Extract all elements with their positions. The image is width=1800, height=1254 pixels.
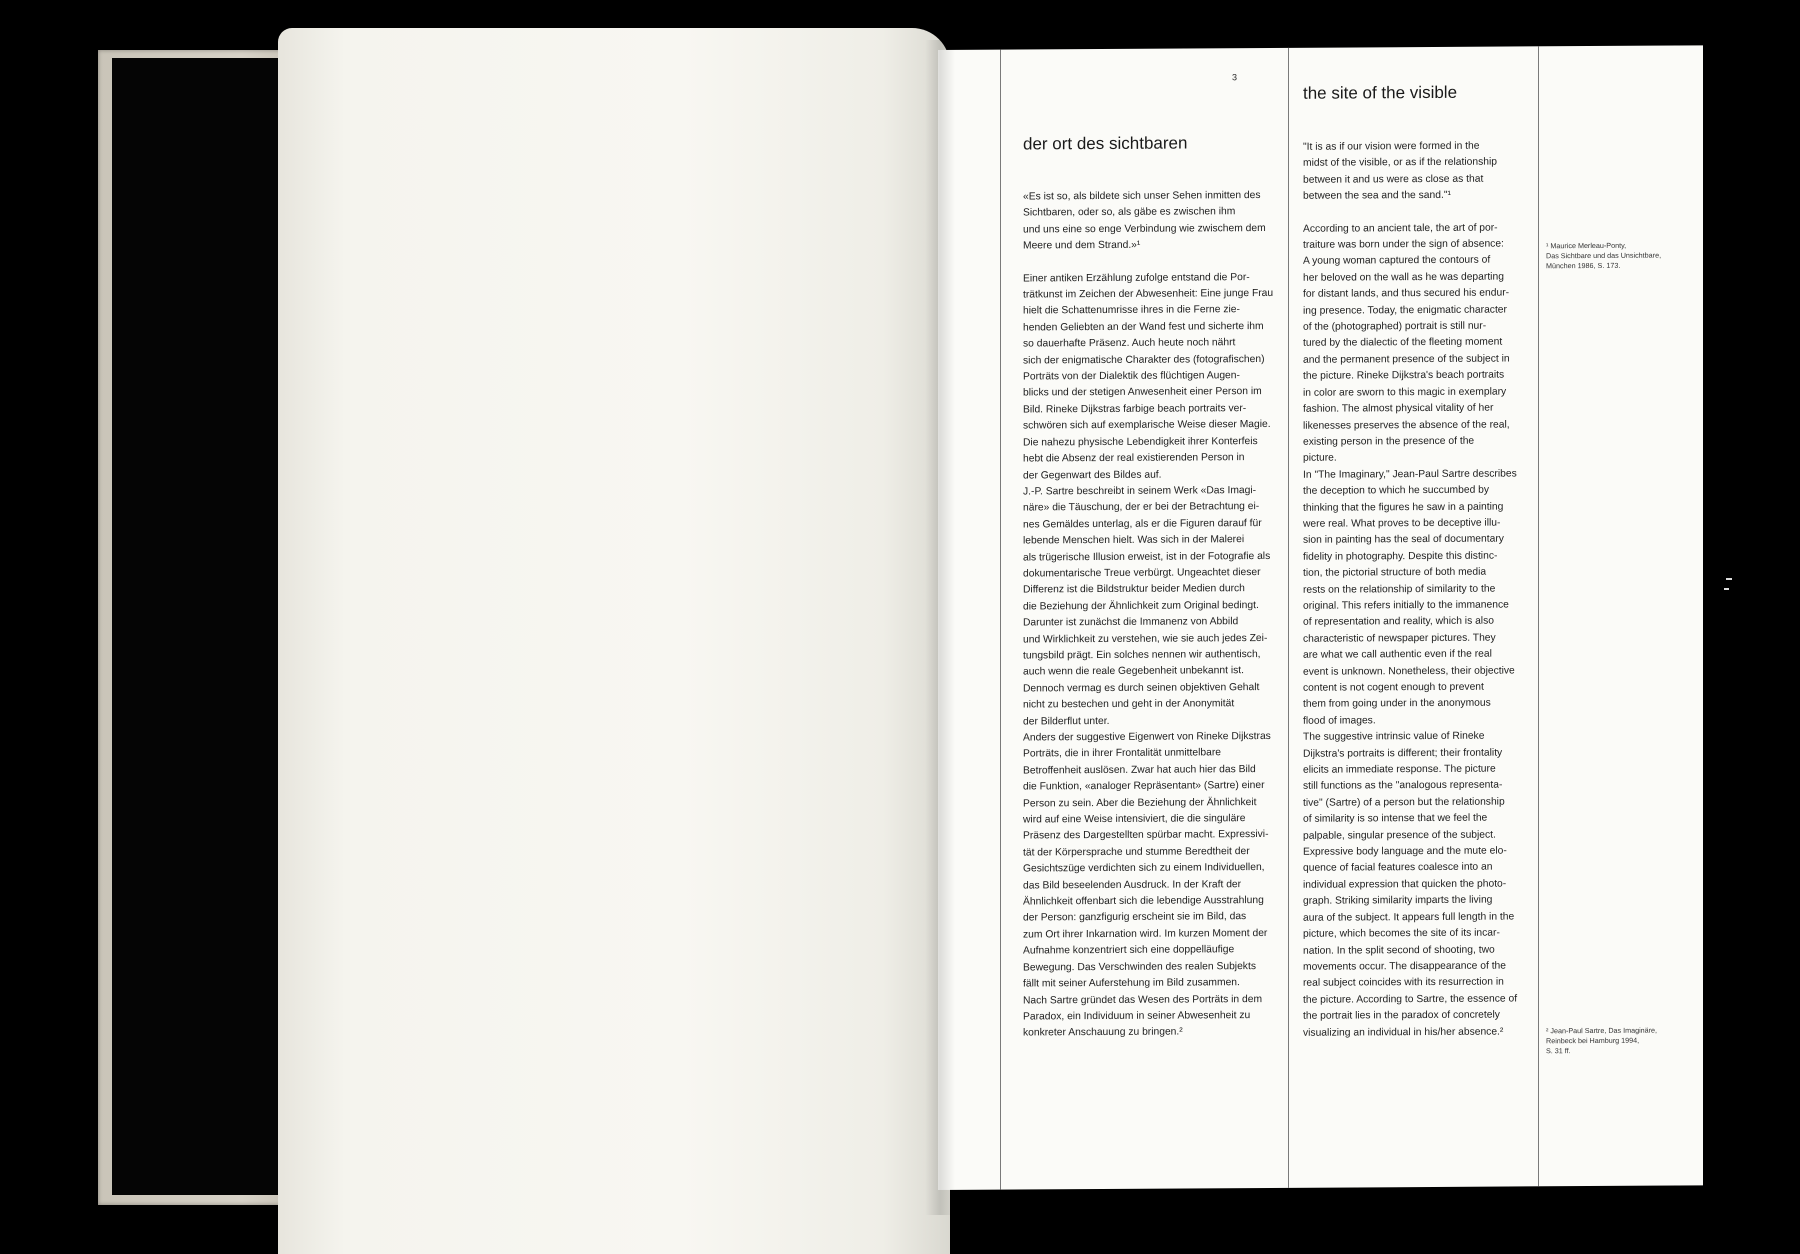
english-title: the site of the visible bbox=[1303, 82, 1458, 103]
english-body: According to an ancient tale, the art of por- traiture was born under the sign of absence: A young woman captured the contours of her beloved on the wall as he was departing for distant lands, and thus secured his endur- ing presence. Today, the enigmatic character of the (photographed) portrait is still nur- tured by the dialectic of the fleeting moment and the permanent presence of the subject in the picture. Rineke Dijkstra's beach portraits in color are sworn to this magic in exemplary fashion. The almost physical vitality of her likenesses preserves the absence of the real, existing person in the presence of the picture. In "The Imaginary," Jean-Paul Sartre describes the deception to which he succumbed by thinking that the figures he saw in a painting were real. What proves to be deceptive illu- sion in painting has the seal of documentary fidelity in photography. Despite this distinc- tion, the pictorial structure of both media rests on the relationship of similarity to the original. This refers initially to the immanence of representation and reality, which is also characteristic of newspaper pictures. They are what we call authentic even if the real event is unknown. Nonetheless, their objective content is not cogent enough to prevent them from going under in the anonymous flood of images. The suggestive intrinsic value of Rineke Dijkstra's portraits is different; their frontality elicits an immediate response. The picture still functions as the "analogous representa- tive" (Sartre) of a person but the relationship of similarity is so intense that we feel the palpable, singular presence of the subject. Expressive body language and the mute elo- quence of facial features coalesce into an individual expression that quicken the photo- graph. Striking similarity imparts the living aura of the subject. It appears full length in the picture, which becomes the site of its incar- nation. In the split second of shooting, two movements occur. The disappearance of the real subject coincides with its resurrection in the picture. According to Sartre, the essence of the portrait lies in the paradox of concretely visualizing an individual in his/her absence.² bbox=[1303, 222, 1518, 1039]
book-gutter-shadow bbox=[925, 40, 955, 1215]
german-quote: «Es ist so, als bildete sich unser Sehen inmitten des Sichtbaren, oder so, als gäbe es zwischen ihm und uns eine so enge Verbindung wie zwischem dem Meere und dem Strand.»¹ bbox=[1023, 190, 1266, 252]
column-rule-3 bbox=[1538, 46, 1539, 1186]
column-rule-1 bbox=[1000, 50, 1001, 1190]
black-endpaper bbox=[112, 58, 298, 1195]
english-quote: "It is as if our vision were formed in the midst of the visible, or as if the relationship between it and us were as close as that between the sea and the sand."¹ bbox=[1303, 140, 1498, 202]
footnote-1: ¹ Maurice Merleau-Ponty, Das Sichtbare und das Unsichtbare, München 1986, S. 173. bbox=[1546, 240, 1662, 271]
blank-left-page bbox=[278, 28, 950, 1254]
german-column bbox=[1023, 188, 1273, 1042]
english-column bbox=[1303, 138, 1517, 1041]
german-title: der ort des sichtbaren bbox=[1023, 133, 1188, 154]
right-page bbox=[938, 45, 1703, 1190]
german-body: Einer antiken Erzählung zufolge entstand die Por- trätkunst im Zeichen der Abwesenheit: Eine junge Frau hielt die Schattenumrisse ihres in die Ferne zie- henden Geliebten an der Wand fest und sicherte ihm so dauerhafte Präsenz. Auch heute noch nährt sich der enigmatische Charakter des (fotografischen) Porträts von der Dialektik des flüchtigen Augen- blicks und der stetigen Anwesenheit einer Person im Bild. Rineke Dijkstras farbige beach portraits ver- schwören sich auf exemplarische Weise dieser Magie. Die nahezu physische Lebendigkeit ihrer Konterfeis hebt die Absenz der real existierenden Person in der Gegenwart des Bildes auf. J.-P. Sartre beschreibt in seinem Werk «Das Imagi- näre» die Täuschung, der er bei der Betrachtung ei- nes Gemäldes unterlag, als er die Figuren darauf für lebende Menschen hielt. Was sich in der Malerei als trügerische Illusion erweist, ist in der Fotografie als dokumentarische Treue verbürgt. Ungeachtet dieser Differenz ist die Bildstruktur beider Medien durch die Beziehung der Ähnlichkeit zum Original bedingt. Darunter ist zunächst die Immanenz von Abbild und Wirklichkeit zu verstehen, wie sie auch jedes Zei- tungsbild prägt. Ein solches nennen wir authentisch, auch wenn die reale Gegebenheit unbekannt ist. Dennoch vermag es durch seinen objektiven Gehalt nicht zu bestechen und geht in der Anonymität der Bilderflut unter. Anders der suggestive Eigenwert von Rineke Dijkstras Porträts, die in ihrer Frontalität unmittelbare Betroffenheit auslösen. Zwar hat auch hier das Bild die Funktion, «analoger Repräsentant» (Sartre) einer Person zu sein. Aber die Beziehung der Ähnlichkeit wird auf eine Weise intensiviert, die die singuläre Präsenz des Dargestellten spürbar macht. Expressivi- tät der Körpersprache und stumme Beredtheit der Gesichtszüge verdichten sich zu einem Individuellen, das Bild beseelenden Ausdruck. In der Kraft der Ähnlichkeit offenbart sich die lebendige Ausstrahlung der Person: ganzfigurig erscheint sie im Bild, das zum Ort ihrer Inkarnation wird. Im kurzen Moment der Aufnahme konzentriert sich eine doppelläufige Bewegung. Das Verschwinden des realen Subjekts fällt mit seiner Auferstehung im Bild zusammen. Nach Sartre gründet das Wesen des Porträts in dem Paradox, ein Individuum in seiner Abwesenheit zu konkreter Anschauung zu bringen.² bbox=[1023, 271, 1274, 1039]
footnote-2: ² Jean-Paul Sartre, Das Imaginäre, Reinbeck bei Hamburg 1994, S. 31 ff. bbox=[1546, 1025, 1658, 1056]
page-number: 3 bbox=[1232, 72, 1238, 83]
column-rule-2 bbox=[1288, 48, 1289, 1188]
background-specks bbox=[1720, 570, 1750, 810]
